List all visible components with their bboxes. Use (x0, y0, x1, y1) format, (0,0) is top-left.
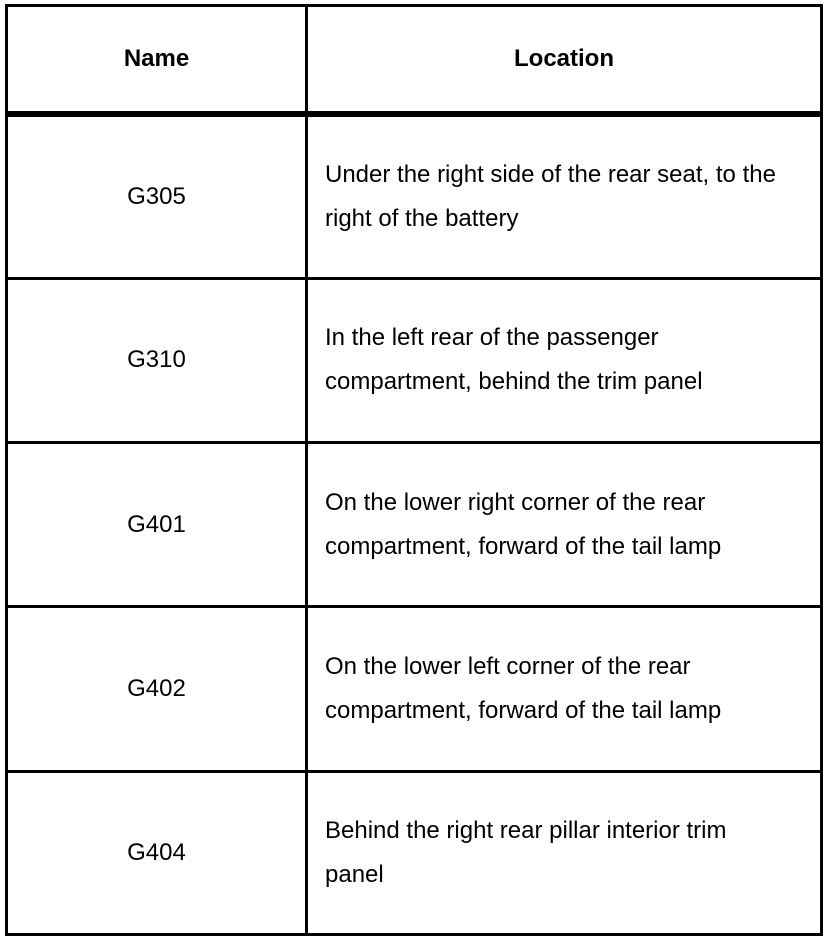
ground-name-cell: G401 (7, 443, 307, 607)
ground-name-cell: G305 (7, 114, 307, 278)
ground-name-cell: G402 (7, 607, 307, 771)
table-row (7, 278, 822, 442)
ground-name-cell: G310 (7, 278, 307, 442)
ground-location-text: On the lower right corner of the rear compartment, forward of the tail lamp (325, 488, 722, 560)
ground-location-text: In the left rear of the passenger compartment, behind the trim panel (325, 324, 703, 396)
ground-locations-table (5, 4, 823, 936)
location-column-header: Location (307, 6, 822, 115)
table-row (7, 114, 822, 278)
ground-location-text: Behind the right rear pillar interior trim panel (325, 816, 727, 888)
table-row (7, 443, 822, 607)
ground-name-cell: G404 (7, 771, 307, 934)
ground-location-cell (307, 443, 822, 607)
ground-location-cell (307, 607, 822, 771)
ground-location-text: On the lower left corner of the rear compartment, forward of the tail lamp (325, 653, 722, 725)
table-body (7, 114, 822, 935)
header-row (7, 6, 822, 115)
ground-location-cell (307, 114, 822, 278)
ground-location-cell (307, 278, 822, 442)
table-header (7, 6, 822, 115)
table-row (7, 607, 822, 771)
ground-location-cell (307, 771, 822, 934)
ground-location-text: Under the right side of the rear seat, to the right of the battery (325, 160, 776, 232)
table-row (7, 771, 822, 934)
name-column-header: Name (7, 6, 307, 115)
